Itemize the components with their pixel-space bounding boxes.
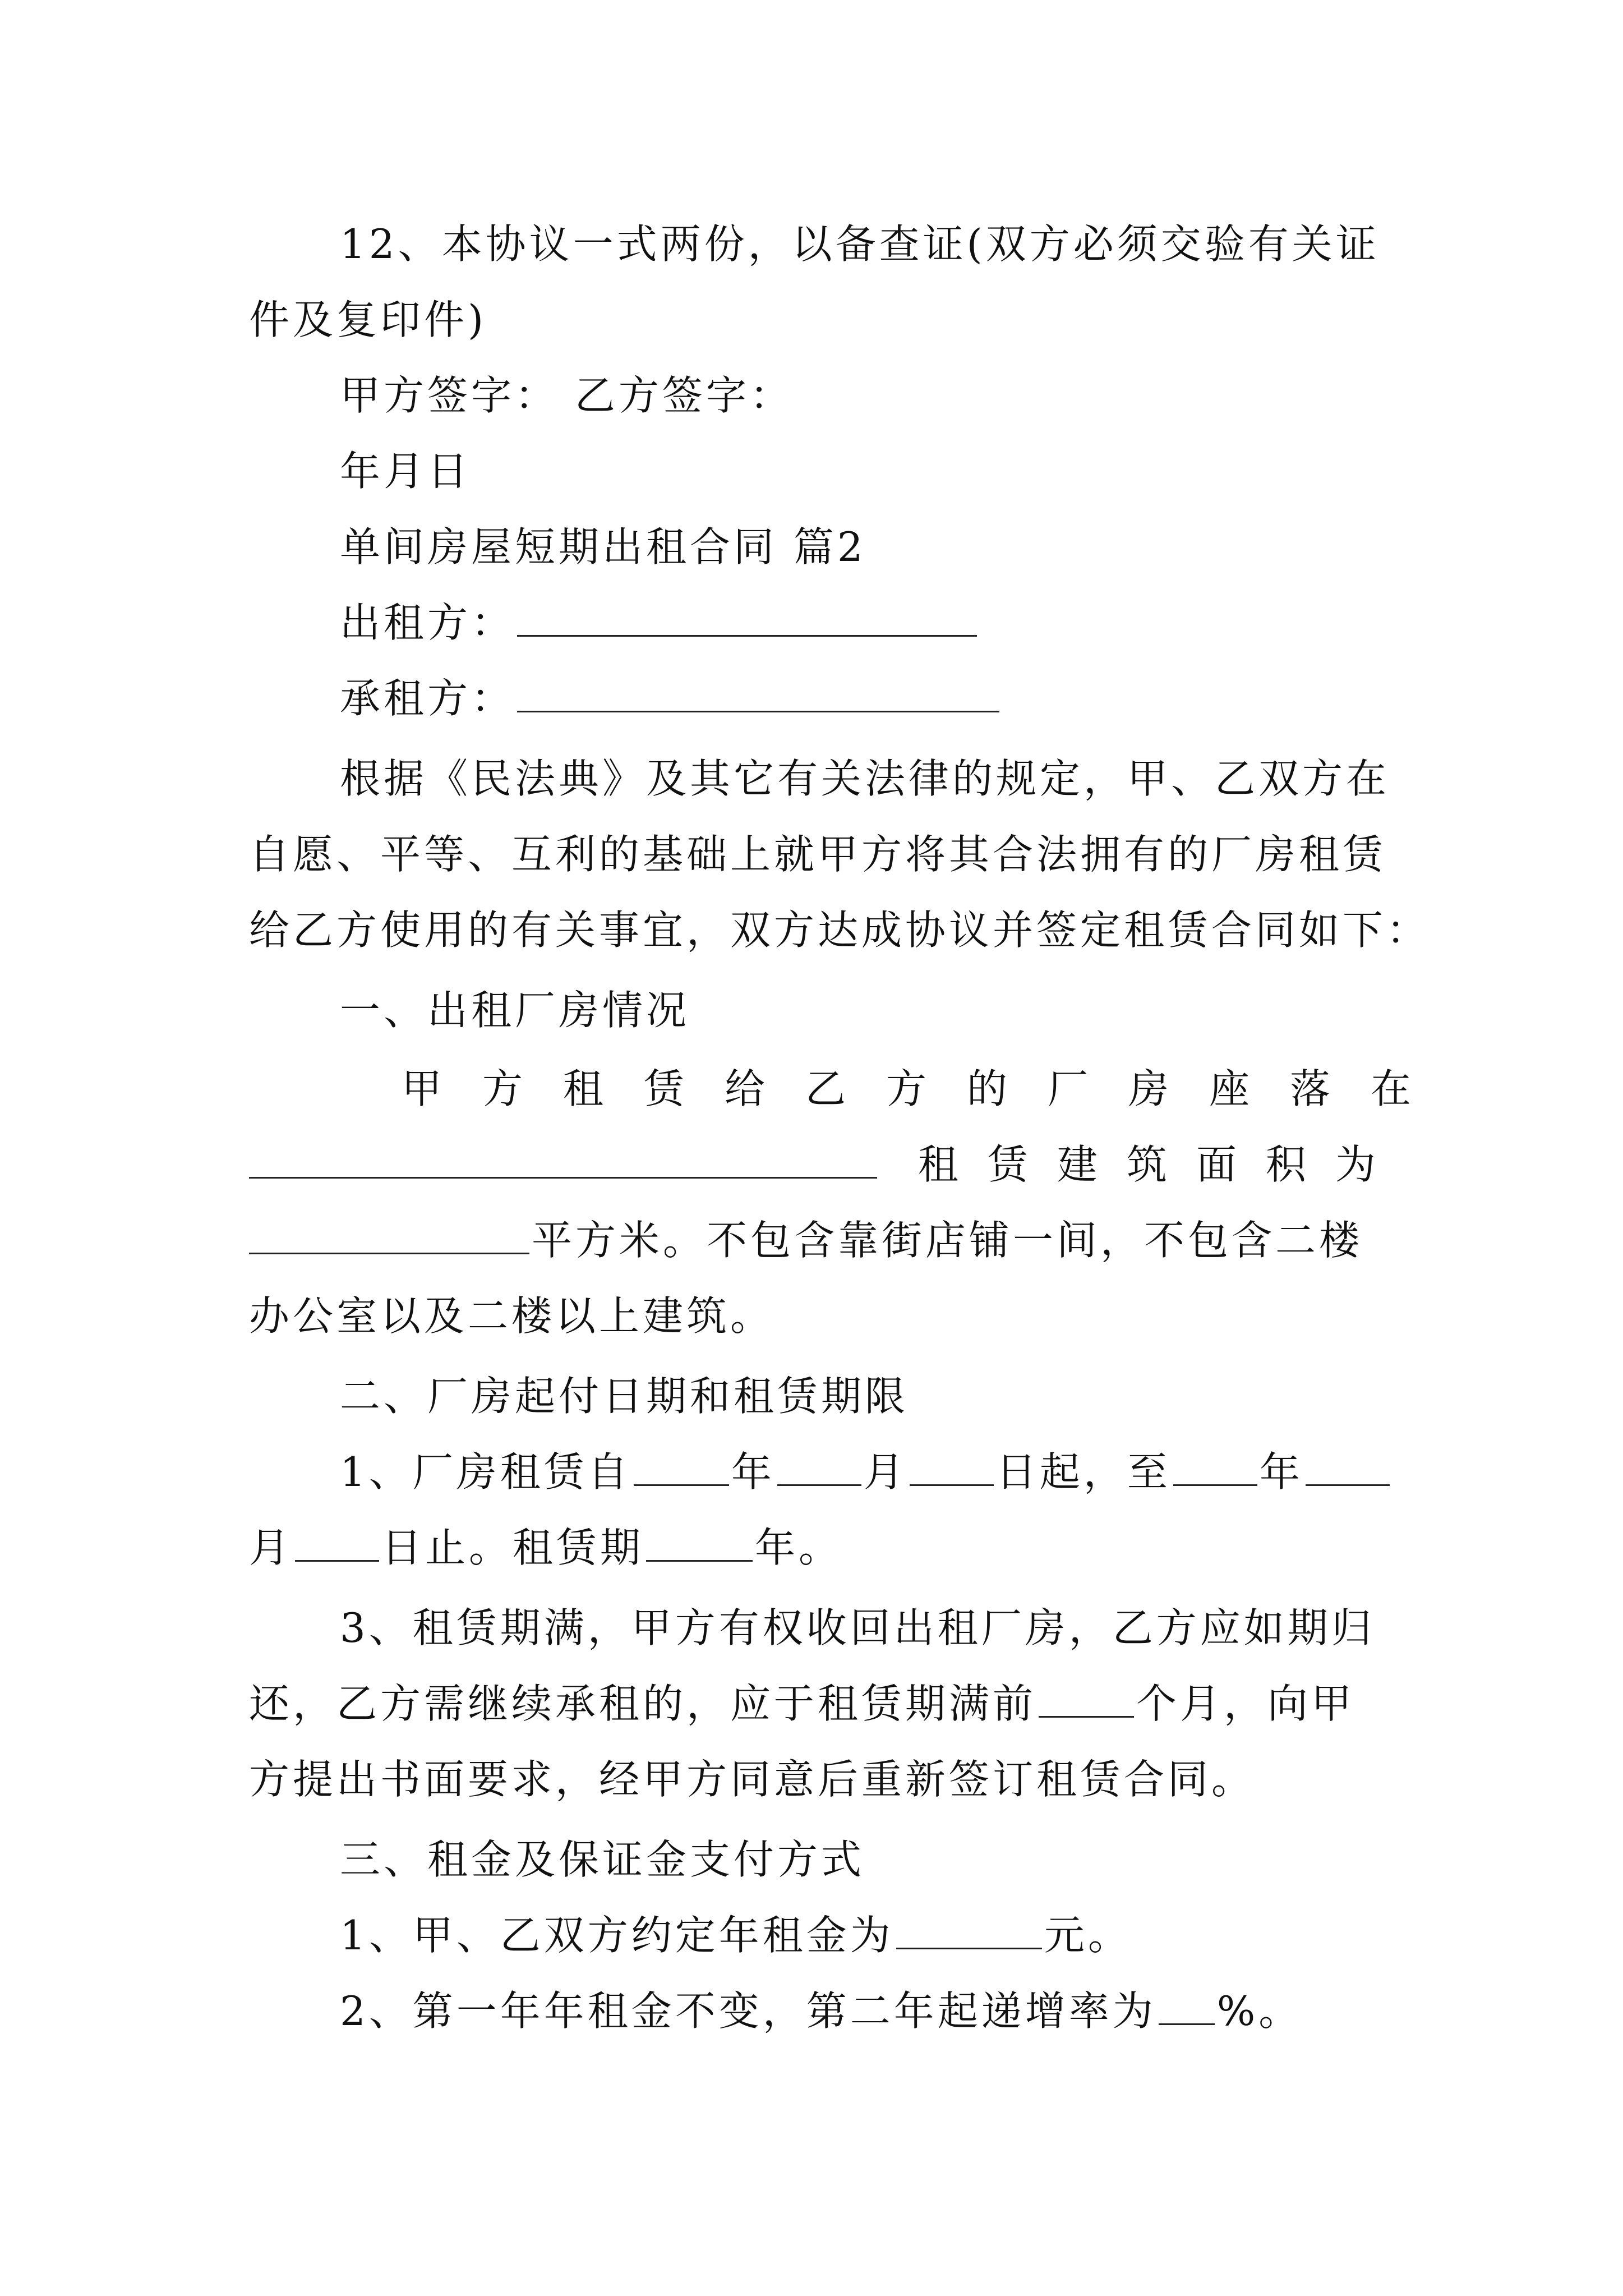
- renewal-line-3: 方提出书面要求，经甲方同意后重新签订租赁合同。: [249, 1756, 1256, 1803]
- preamble-line-1: 根据《民法典》及其它有关法律的规定，甲、乙双方在: [340, 755, 1390, 802]
- end-year-label: 年: [1259, 1448, 1303, 1496]
- location-text: 甲方租赁给乙方的厂房座落在: [402, 1065, 1452, 1112]
- rent-line: [340, 1904, 1387, 1966]
- end-month-label: 月: [249, 1524, 293, 1571]
- location-blank: [249, 1138, 877, 1179]
- term-length-label: 日止。租赁期: [381, 1524, 644, 1571]
- term-years-unit: 年。: [755, 1524, 843, 1571]
- lessor-blank: [517, 596, 977, 637]
- heading-2: 二、厂房起付日期和租赁期限: [340, 1373, 909, 1420]
- clause-12-line-1: 12、本协议一式两份，以备查证(双方必须交验有关证: [340, 220, 1380, 268]
- annual-rent-blank: [896, 1908, 1042, 1949]
- area-line: [249, 1134, 1405, 1195]
- area-blank: [249, 1213, 529, 1254]
- area-unit-text: 平方米。不包含靠街店铺一间，不包含二楼: [532, 1217, 1363, 1264]
- annual-rent-unit: 元。: [1044, 1912, 1132, 1959]
- start-year-blank: [634, 1445, 729, 1486]
- term-start-label: 1、厂房租赁自: [340, 1448, 631, 1496]
- clause-12-line-2: 件及复印件): [249, 296, 487, 343]
- month-label: 月: [863, 1448, 907, 1496]
- lessee-blank: [517, 671, 999, 712]
- increase-rate-blank: [1159, 1984, 1215, 2025]
- increase-rate-label: 2、第一年年租金不变，第二年起递增率为: [340, 1987, 1156, 2035]
- day-to-label: 日起，至: [995, 1448, 1171, 1496]
- term-years-blank: [646, 1521, 753, 1562]
- renewal-line-1: 3、租赁期满，甲方有权收回出租厂房，乙方应如期归: [340, 1604, 1375, 1651]
- area-text: 租赁建筑面积为: [917, 1141, 1405, 1188]
- annual-rent-label: 1、甲、乙双方约定年租金为: [340, 1912, 894, 1959]
- preamble-line-3: 给乙方使用的有关事宜，双方达成协议并签定租赁合同如下：: [249, 907, 1431, 954]
- end-year-blank: [1173, 1445, 1257, 1486]
- signature-line: 甲方签字： 乙方签字：: [340, 372, 794, 419]
- lessor-line: [340, 592, 1387, 654]
- heading-1: 一、出租厂房情况: [340, 987, 690, 1034]
- area-unit-line: [249, 1209, 1387, 1271]
- preamble-line-2: 自愿、平等、互利的基础上就甲方将其合法拥有的厂房租赁: [249, 831, 1387, 878]
- section-title: 单间房屋短期出租合同 篇2: [340, 523, 866, 570]
- heading-3: 三、租金及保证金支付方式: [340, 1836, 865, 1883]
- renewal-notice-text: 还，乙方需继续承租的，应于租赁期满前: [249, 1680, 1037, 1727]
- lessee-line: [340, 668, 1387, 729]
- lessee-label: 承租方：: [340, 675, 515, 722]
- start-day-blank: [910, 1445, 994, 1486]
- percent-sign: %。: [1216, 1987, 1303, 2035]
- year-label: 年: [731, 1448, 775, 1496]
- date-line: 年月日: [340, 448, 472, 495]
- increase-line: [340, 1980, 1387, 2042]
- notice-months-blank: [1039, 1677, 1134, 1718]
- renewal-line-2: [249, 1673, 1387, 1734]
- location-line: [402, 1058, 1452, 1120]
- term-line-2: [249, 1517, 1387, 1579]
- end-day-blank: [295, 1521, 379, 1562]
- start-month-blank: [777, 1445, 861, 1486]
- renewal-notice-unit: 个月，向甲: [1136, 1680, 1355, 1727]
- area-exclusion-line: 办公室以及二楼以上建筑。: [249, 1292, 774, 1340]
- lessor-label: 出租方：: [340, 599, 515, 646]
- term-line-1: [340, 1441, 1387, 1503]
- end-month-blank: [1306, 1445, 1390, 1486]
